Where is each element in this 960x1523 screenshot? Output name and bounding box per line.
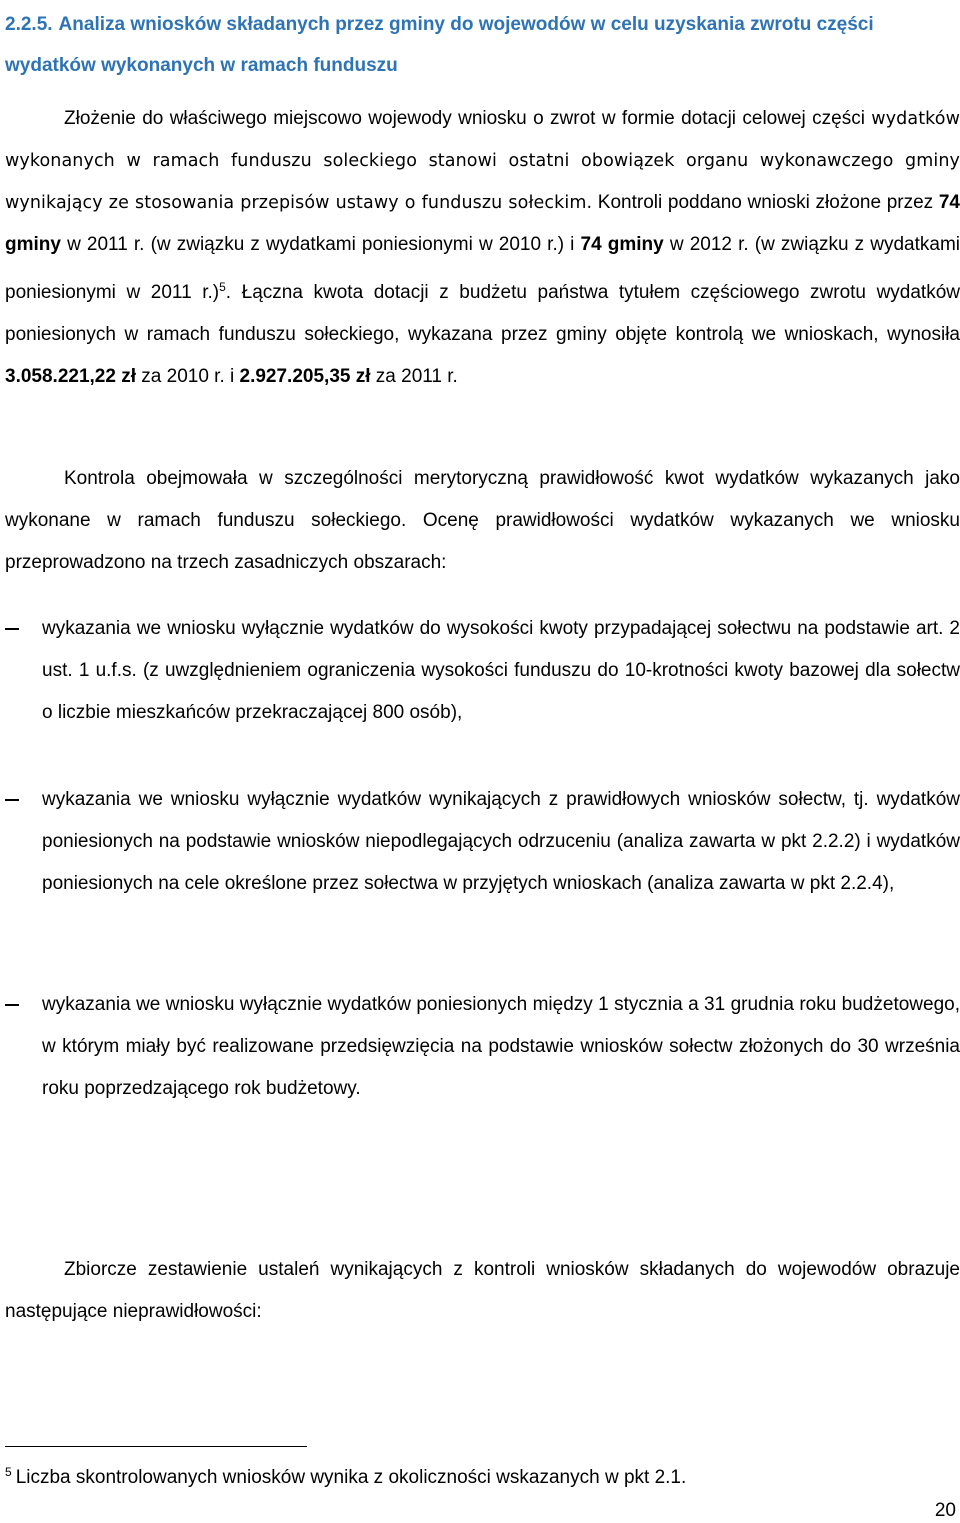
list-item-text: wykazania we wniosku wyłącznie wydatków do wysokości kwoty przypadającej sołectwu na podstawie art. 2 ust. 1 u.f.s. (z uwzględnieniem ograniczenia wysokości funduszu do 10-krotności kwoty bazowej dla sołectw o liczbie mieszkańców przekraczającej 800 osób), xyxy=(42,618,960,723)
footnote-marker: 5 xyxy=(5,1465,12,1479)
paragraph-intro-text-5: w 2012 r. (w związku z wydatkami poniesionymi w 2011 r.) xyxy=(5,234,960,303)
dash-bullet-icon xyxy=(5,628,19,630)
paragraph-intro-text-3: Kontroli poddano wnioski złożone przez xyxy=(592,192,939,213)
list-item-text: wykazania we wniosku wyłącznie wydatków wynikających z prawidłowych wniosków sołectw, tj. wydatków poniesionych na podstawie wniosków niepodlegających odrzuceniu (analiza zawarta w pkt 2.2.2) i wydatków poniesionych na cele określone przez sołectwa w przyjętych wnioskach (analiza zawarta w pkt 2.2.4), xyxy=(42,789,960,894)
section-number: 2.2.5. xyxy=(5,14,53,35)
section-title: Analiza wniosków składanych przez gminy do wojewodów w celu uzyskania zwrotu części wydatków wykonanych w ramach funduszu xyxy=(5,14,874,76)
footnote xyxy=(5,1457,686,1493)
amount-2010: 3.058.221,22 zł xyxy=(5,366,136,387)
dash-bullet-icon xyxy=(5,1004,19,1006)
footnote-separator xyxy=(5,1446,307,1447)
paragraph-intro-text-1: Złożenie do właściwego miejscowo wojewody wniosku o zwrot w formie dotacji celowej części xyxy=(64,108,872,129)
paragraph-summary: Zbiorcze zestawienie ustaleń wynikających z kontroli wniosków składanych do wojewodów obrazuje następujące nieprawidłowości: xyxy=(5,1259,960,1322)
amount-2011: 2.927.205,35 zł xyxy=(239,366,371,387)
page-number: 20 xyxy=(934,1500,956,1521)
footnote-reference[interactable]: 5 xyxy=(219,280,226,294)
paragraph-intro-text-8: za 2011 r. xyxy=(370,366,458,387)
list-item-text: wykazania we wniosku wyłącznie wydatków poniesionych między 1 stycznia a 31 grudnia roku budżetowego, w którym miały być realizowane przedsięwzięcia na podstawie wniosków sołectw złożonych do 30 września roku poprzedzającego rok budżetowy. xyxy=(42,994,960,1099)
paragraph-intro-text-7: za 2010 r. i xyxy=(136,366,240,387)
dash-bullet-icon xyxy=(5,799,19,801)
count-gminy-2011: 74 gminy xyxy=(5,192,960,255)
footnote-text: Liczba skontrolowanych wniosków wynika z okoliczności wskazanych w pkt 2.1. xyxy=(15,1467,687,1488)
paragraph-intro-text-4: w 2011 r. (w związku z wydatkami poniesionymi w 2010 r.) i xyxy=(60,234,581,255)
count-gminy-2012: 74 gminy xyxy=(580,234,664,255)
paragraph-intro xyxy=(5,98,960,398)
paragraph-intro-text-2: wydatków wykonanych w ramach funduszu soleckiego stanowi ostatni obowiązek organu wykonawczego gminy wynikający ze stosowania przepisów ustawy o funduszu sołeckim. xyxy=(5,109,960,213)
section-heading xyxy=(5,4,960,86)
paragraph-intro-text-6: . Łączna kwota dotacji z budżetu państwa tytułem częściowego zwrotu wydatków poniesionych w ramach funduszu sołeckiego, wykazana przez gminy objęte kontrolą we wnioskach, wynosiła xyxy=(5,282,960,345)
paragraph-scope: Kontrola obejmowała w szczególności merytoryczną prawidłowość kwot wydatków wykazanych jako wykonane w ramach funduszu sołeckiego. Ocenę prawidłowości wydatków wykazanych we wniosku przeprowadzono na trzech zasadniczych obszarach: xyxy=(5,468,960,573)
